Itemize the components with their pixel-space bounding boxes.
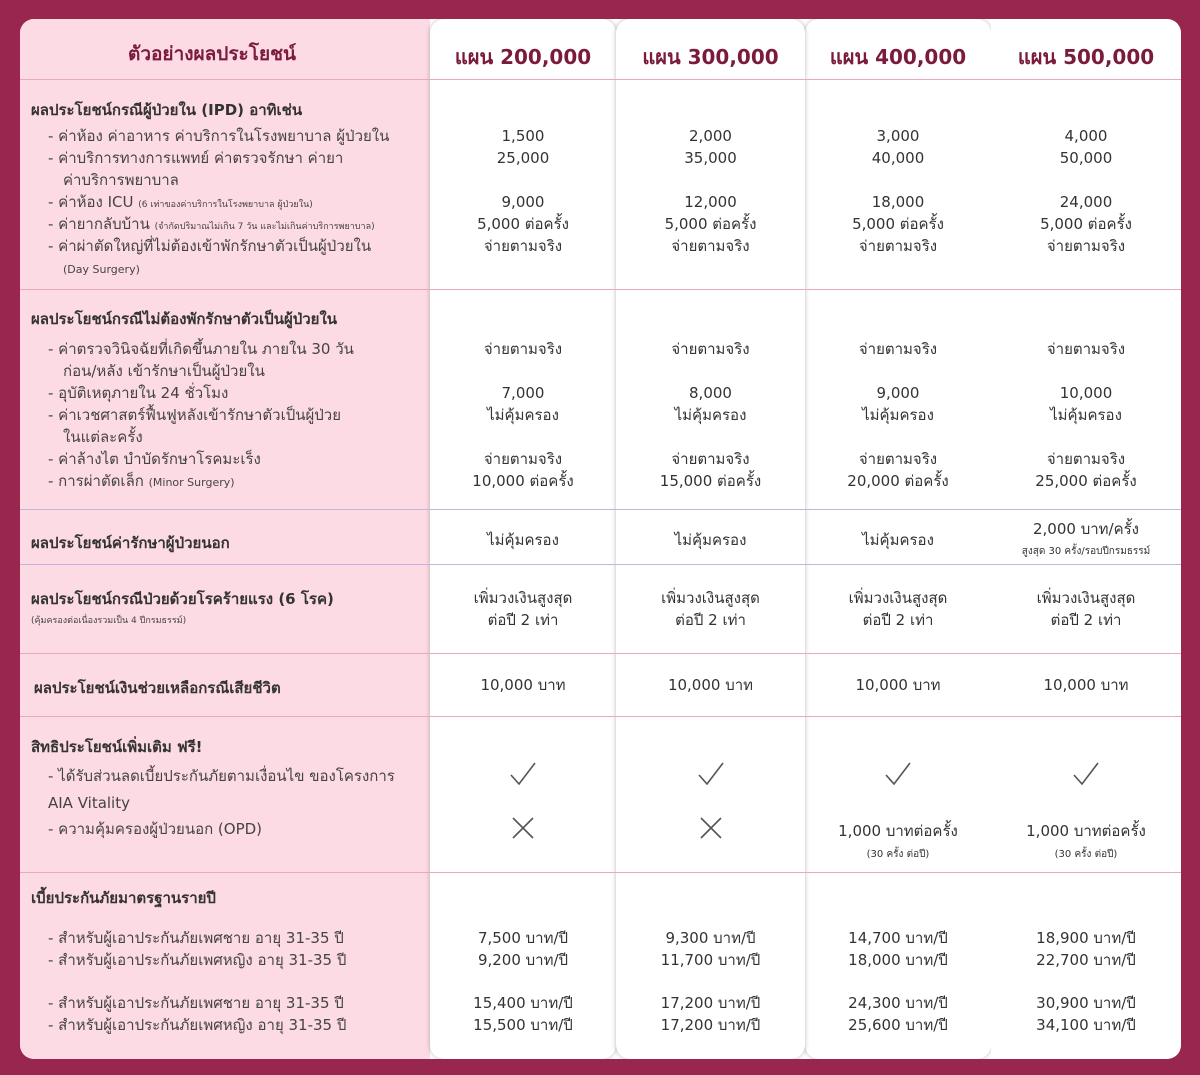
opd-value: 1,000 บาทต่อครั้ง <box>838 822 958 840</box>
outpatient-value: ไม่คุ้มครอง <box>862 531 934 549</box>
ipd-value: 50,000 <box>1059 149 1113 167</box>
table-header-label: ตัวอย่างผลประโยชน์ <box>128 43 296 65</box>
extra-item-vitality-cont: AIA Vitality <box>48 794 130 812</box>
premium-value: 18,900 บาท/ปี <box>1036 929 1136 947</box>
nonadmit-item-diagnosis: - ค่าตรวจวินิจฉัยที่เกิดขึ้นภายใน ภายใน 30 วัน <box>48 340 354 358</box>
critical-value: ต่อปี 2 เท่า <box>675 611 746 629</box>
section-ipd-title: ผลประโยชน์กรณีผู้ป่วยใน (IPD) อาทิเช่น <box>31 101 303 119</box>
premium-item-male-1: - สำหรับผู้เอาประกันภัยเพศชาย อายุ 31-35 ปี <box>48 929 344 947</box>
section-premium-title: เบี้ยประกันภัยมาตรฐานรายปี <box>31 889 216 907</box>
nonadmit-item-accident: - อุบัติเหตุภายใน 24 ชั่วโมง <box>48 384 229 402</box>
ipd-value: 5,000 ต่อครั้ง <box>664 215 757 233</box>
outpatient-value: 2,000 บาท/ครั้ง <box>1032 520 1139 538</box>
extra-item-vitality: - ได้รับส่วนลดเบี้ยประกันภัยตามเงื่อนไข ของโครงการ <box>48 767 395 785</box>
ipd-item-room: - ค่าห้อง ค่าอาหาร ค่าบริการในโรงพยาบาล ผู้ป่วยใน <box>48 127 390 145</box>
critical-value: ต่อปี 2 เท่า <box>862 611 934 629</box>
premium-value: 34,100 บาท/ปี <box>1036 1016 1136 1034</box>
row-divider <box>20 289 1181 290</box>
row-divider <box>20 872 1181 873</box>
nonadmit-item-rehab: - ค่าเวชศาสตร์ฟื้นฟูหลังเข้ารักษาตัวเป็นผู้ป่วย <box>48 406 342 424</box>
benefit-label-column <box>20 19 430 1059</box>
premium-value: 11,700 บาท/ปี <box>660 951 761 969</box>
section-critical-title: ผลประโยชน์กรณีป่วยด้วยโรคร้ายแรง (6 โรค) <box>31 590 334 608</box>
plan-title: แผน 500,000 <box>1017 45 1155 69</box>
ipd-item-day-surgery-note: (Day Surgery) <box>63 263 140 276</box>
nonadmit-value: ไม่คุ้มครอง <box>487 406 559 424</box>
opd-note: (30 ครั้ง ต่อปี) <box>1054 849 1118 860</box>
opd-value: 1,000 บาทต่อครั้ง <box>1026 822 1146 840</box>
premium-item-female-2: - สำหรับผู้เอาประกันภัยเพศหญิง อายุ 31-35 ปี <box>48 1016 347 1034</box>
premium-value: 17,200 บาท/ปี <box>660 994 761 1012</box>
nonadmit-value: 10,000 <box>1059 384 1113 402</box>
ipd-value: 3,000 <box>876 127 920 145</box>
critical-value: เพิ่มวงเงินสูงสุด <box>848 589 948 607</box>
premium-value: 30,900 บาท/ปี <box>1036 994 1136 1012</box>
section-nonadmit-title: ผลประโยชน์กรณีไม่ต้องพักรักษาตัวเป็นผู้ป่วยใน <box>31 310 338 328</box>
ipd-item-nursing: ค่าบริการพยาบาล <box>63 171 179 189</box>
nonadmit-value: 25,000 ต่อครั้ง <box>1035 472 1137 490</box>
section-outpatient-title: ผลประโยชน์ค่ารักษาผู้ป่วยนอก <box>31 534 230 552</box>
ipd-value: 12,000 <box>684 193 737 211</box>
premium-value: 22,700 บาท/ปี <box>1036 951 1136 969</box>
ipd-item-day-surgery: - ค่าผ่าตัดใหญ่ที่ไม่ต้องเข้าพักรักษาตัวเป็นผู้ป่วยใน <box>48 237 372 255</box>
ipd-item-medical: - ค่าบริการทางการแพทย์ ค่าตรวจรักษา ค่ายา <box>48 149 344 167</box>
ipd-value: 40,000 <box>871 149 925 167</box>
row-divider <box>20 716 1181 717</box>
nonadmit-value: 20,000 ต่อครั้ง <box>847 472 949 490</box>
cross-icon <box>696 813 726 843</box>
ipd-value: 1,500 <box>501 127 545 145</box>
death-benefit-value: 10,000 บาท <box>855 676 941 694</box>
critical-value: เพิ่มวงเงินสูงสุด <box>1036 589 1136 607</box>
row-divider <box>20 509 1181 510</box>
premium-value: 15,400 บาท/ปี <box>473 994 573 1012</box>
ipd-value: 18,000 <box>871 193 925 211</box>
ipd-value: 5,000 ต่อครั้ง <box>477 215 569 233</box>
premium-item-female-1: - สำหรับผู้เอาประกันภัยเพศหญิง อายุ 31-35 ปี <box>48 951 347 969</box>
ipd-value: 5,000 ต่อครั้ง <box>852 215 944 233</box>
premium-value: 9,300 บาท/ปี <box>665 929 756 947</box>
nonadmit-item-rehab-cont: ในแต่ละครั้ง <box>63 428 143 446</box>
row-divider <box>20 564 1181 565</box>
nonadmit-value: จ่ายตามจริง <box>1046 450 1126 468</box>
nonadmit-item-dialysis: - ค่าล้างไต บำบัดรักษาโรคมะเร็ง <box>48 450 261 468</box>
ipd-value: 35,000 <box>684 149 737 167</box>
ipd-value: 24,000 <box>1059 193 1113 211</box>
plan-column-300000 <box>616 19 805 1059</box>
check-icon <box>1071 759 1101 789</box>
death-benefit-value: 10,000 บาท <box>667 676 754 694</box>
nonadmit-value: จ่ายตามจริง <box>483 340 563 358</box>
outpatient-note: สูงสุด 30 ครั้ง/รอบปีกรมธรรม์ <box>1021 546 1151 557</box>
nonadmit-item-minor-surgery: - การผ่าตัดเล็ก (Minor Surgery) <box>48 472 235 490</box>
nonadmit-value: 15,000 ต่อครั้ง <box>659 472 762 490</box>
nonadmit-value: ไม่คุ้มครอง <box>1050 406 1122 424</box>
critical-value: ต่อปี 2 เท่า <box>1050 611 1122 629</box>
death-benefit-value: 10,000 บาท <box>480 676 566 694</box>
premium-value: 17,200 บาท/ปี <box>660 1016 761 1034</box>
premium-item-male-2: - สำหรับผู้เอาประกันภัยเพศชาย อายุ 31-35 ปี <box>48 994 344 1012</box>
nonadmit-value: ไม่คุ้มครอง <box>674 406 747 424</box>
ipd-value: 2,000 <box>689 127 732 145</box>
ipd-value: จ่ายตามจริง <box>858 237 938 255</box>
nonadmit-value: จ่ายตามจริง <box>671 340 750 358</box>
ipd-value: จ่ายตามจริง <box>1046 237 1126 255</box>
extra-item-opd: - ความคุ้มครองผู้ป่วยนอก (OPD) <box>48 820 263 838</box>
plan-title: แผน 400,000 <box>829 45 967 69</box>
opd-note: (30 ครั้ง ต่อปี) <box>866 849 930 860</box>
ipd-value: จ่ายตามจริง <box>483 237 563 255</box>
row-divider <box>20 79 1181 80</box>
ipd-item-icu: - ค่าห้อง ICU (6 เท่าของค่าบริการในโรงพยาบาล ผู้ป่วยใน) <box>48 193 313 211</box>
critical-value: เพิ่มวงเงินสูงสุด <box>661 589 760 607</box>
plan-column-400000 <box>805 19 991 1059</box>
nonadmit-value: จ่ายตามจริง <box>671 450 750 468</box>
ipd-item-home-medicine: - ค่ายากลับบ้าน (จำกัดปริมาณไม่เกิน 7 วัน และไม่เกินค่าบริการพยาบาล) <box>48 215 375 233</box>
section-death-title: ผลประโยชน์เงินช่วยเหลือกรณีเสียชีวิต <box>34 679 281 697</box>
outpatient-value: ไม่คุ้มครอง <box>487 531 559 549</box>
nonadmit-item-diagnosis-cont: ก่อน/หลัง เข้ารักษาเป็นผู้ป่วยใน <box>63 362 265 380</box>
nonadmit-value: 7,000 <box>501 384 545 402</box>
nonadmit-value: ไม่คุ้มครอง <box>862 406 934 424</box>
check-icon <box>883 759 913 789</box>
nonadmit-value: 9,000 <box>876 384 920 402</box>
nonadmit-value: 10,000 ต่อครั้ง <box>472 472 574 490</box>
check-icon <box>508 759 538 789</box>
premium-value: 18,000 บาท/ปี <box>848 951 948 969</box>
premium-value: 9,200 บาท/ปี <box>477 951 569 969</box>
ipd-value: 9,000 <box>501 193 545 211</box>
check-icon <box>696 759 726 789</box>
ipd-value: 4,000 <box>1064 127 1108 145</box>
plan-column-500000 <box>991 19 1181 1059</box>
plan-column-200000 <box>430 19 616 1059</box>
plan-title: แผน 300,000 <box>642 45 779 69</box>
plan-title: แผน 200,000 <box>454 45 592 69</box>
nonadmit-value: จ่ายตามจริง <box>858 450 938 468</box>
critical-value: ต่อปี 2 เท่า <box>487 611 559 629</box>
premium-value: 25,600 บาท/ปี <box>848 1016 948 1034</box>
benefit-table <box>20 19 1181 1059</box>
section-critical-note: (คุ้มครองต่อเนื่องรวมเป็น 4 ปีกรมธรรม์) <box>31 616 187 626</box>
premium-value: 24,300 บาท/ปี <box>848 994 948 1012</box>
ipd-value: จ่ายตามจริง <box>671 237 750 255</box>
nonadmit-value: จ่ายตามจริง <box>483 450 563 468</box>
premium-value: 7,500 บาท/ปี <box>477 929 569 947</box>
outpatient-value: ไม่คุ้มครอง <box>674 531 747 549</box>
section-extra-title: สิทธิประโยชน์เพิ่มเติม ฟรี! <box>31 738 203 756</box>
premium-value: 15,500 บาท/ปี <box>473 1016 573 1034</box>
death-benefit-value: 10,000 บาท <box>1043 676 1129 694</box>
row-divider <box>20 653 1181 654</box>
cross-icon <box>508 813 538 843</box>
nonadmit-value: จ่ายตามจริง <box>858 340 938 358</box>
ipd-value: 25,000 <box>496 149 550 167</box>
nonadmit-value: 8,000 <box>689 384 732 402</box>
ipd-value: 5,000 ต่อครั้ง <box>1040 215 1132 233</box>
premium-value: 14,700 บาท/ปี <box>848 929 948 947</box>
nonadmit-value: จ่ายตามจริง <box>1046 340 1126 358</box>
critical-value: เพิ่มวงเงินสูงสุด <box>473 589 573 607</box>
